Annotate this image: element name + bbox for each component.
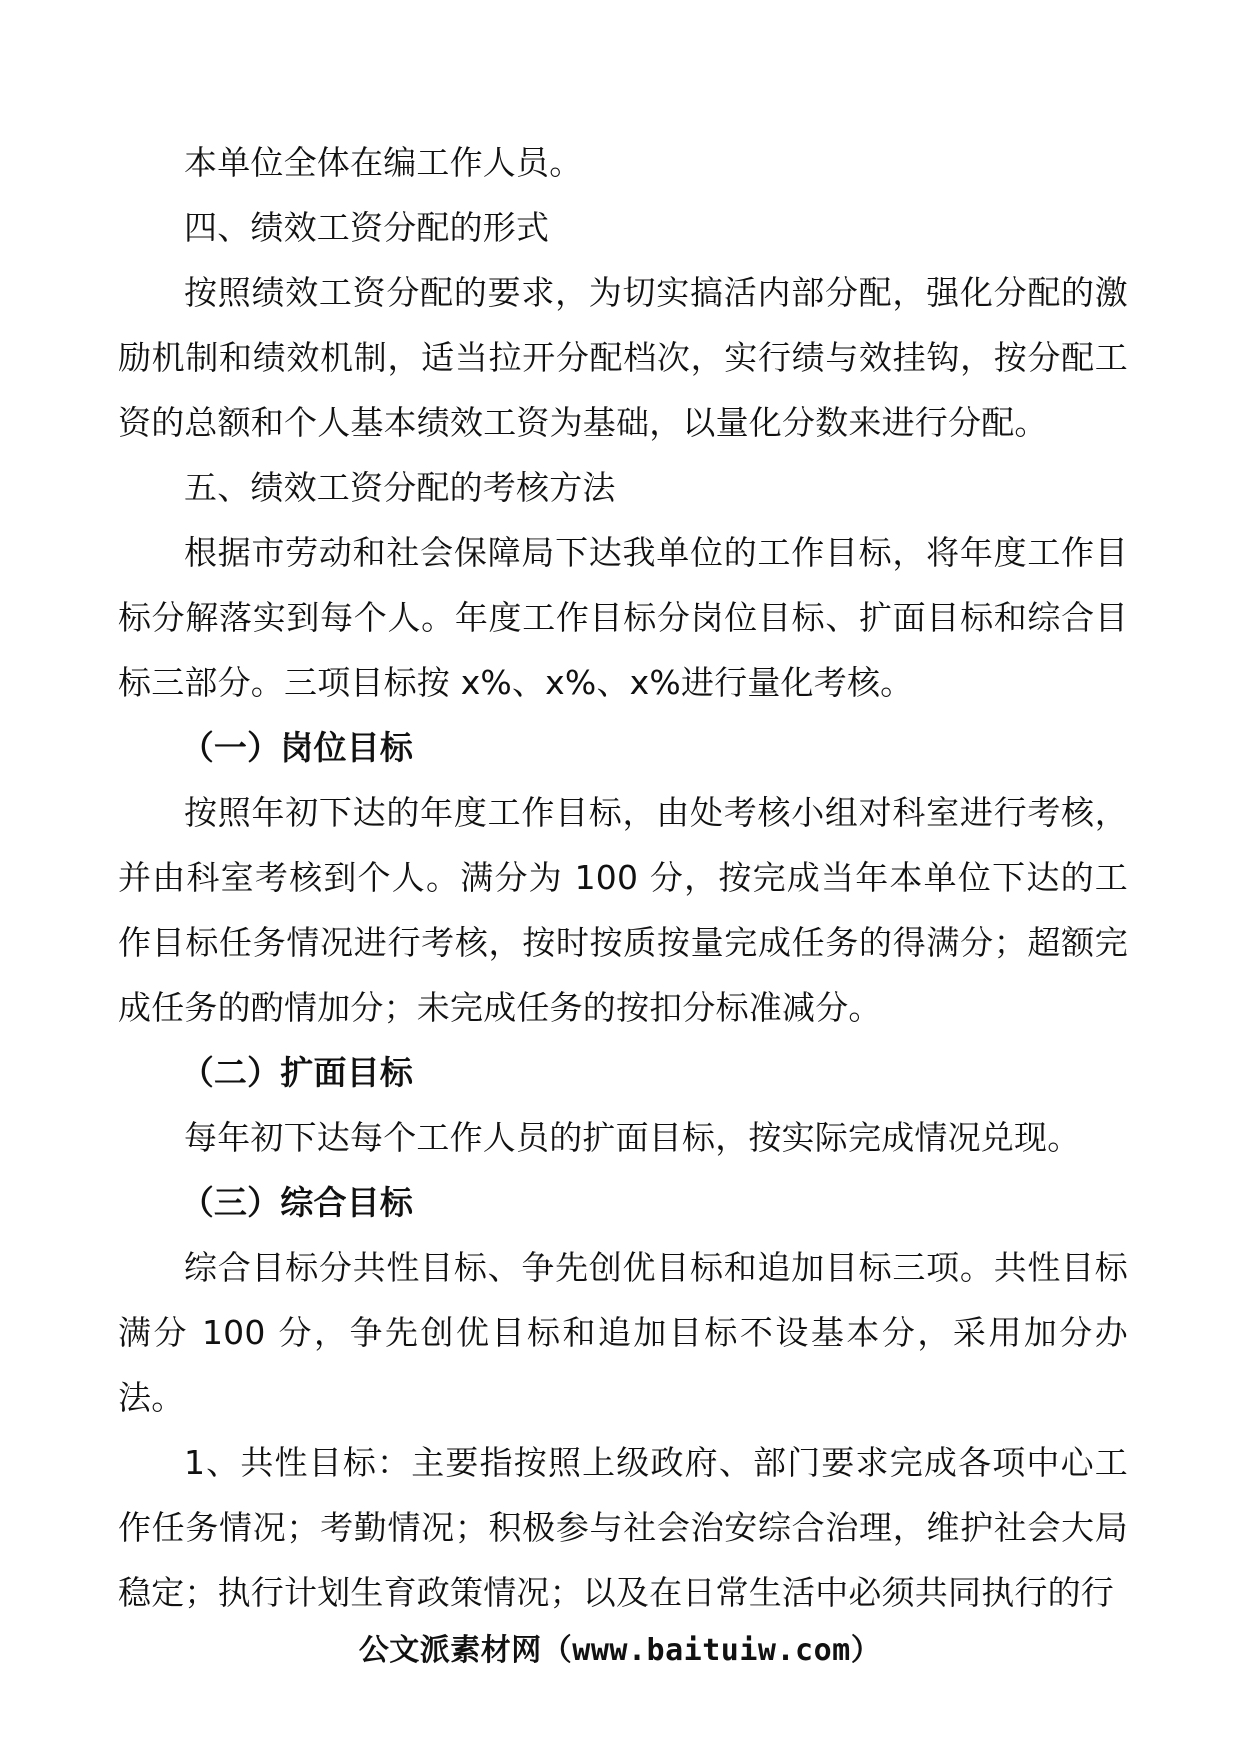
paragraph-assessment-method: 根据市劳动和社会保障局下达我单位的工作目标，将年度工作目标分解落实到每个人。年度工作目标分岗位目标、扩面目标和综合目标三部分。三项目标按 x%、x%、x%进行量化考核。 [118,533,1128,702]
heading-comprehensive-target: （三）综合目标 [180,1183,414,1222]
page-footer [0,1625,1240,1669]
paragraph-common-target: 1、共性目标：主要指按照上级政府、部门要求完成各项中心工作任务情况；考勤情况；积极参与社会治安综合治理，维护社会大局稳定；执行计划生育政策情况；以及在日常生活中必须共同执行的行 [118,1443,1128,1612]
paragraph-expansion-target: 每年初下达每个工作人员的扩面目标，按实际完成情况兑现。 [184,1118,1081,1157]
heading-section-five: 五、绩效工资分配的考核方法 [184,468,616,507]
paragraph-scope: 本单位全体在编工作人员。 [184,143,583,182]
paragraph-comprehensive-target: 综合目标分共性目标、争先创优目标和追加目标三项。共性目标满分 100 分，争先创优目标和追加目标不设基本分，采用加分办法。 [118,1248,1128,1417]
footer-url: （www.baituiw.com） [541,1633,882,1668]
paragraph-distribution-form: 按照绩效工资分配的要求，为切实搞活内部分配，强化分配的激励机制和绩效机制，适当拉开分配档次，实行绩与效挂钩，按分配工资的总额和个人基本绩效工资为基础，以量化分数来进行分配。 [118,273,1128,442]
heading-expansion-target: （二）扩面目标 [180,1053,414,1092]
heading-section-four: 四、绩效工资分配的形式 [184,208,550,247]
footer-site-name: 公文派素材网 [358,1633,542,1668]
paragraph-post-target: 按照年初下达的年度工作目标，由处考核小组对科室进行考核，并由科室考核到个人。满分为 100 分，按完成当年本单位下达的工作目标任务情况进行考核，按时按质按量完成任务的得满分；超额完成任务的酌情加分；未完成任务的按扣分标准减分。 [118,793,1128,1027]
heading-post-target: （一）岗位目标 [180,728,414,767]
document-body [118,130,1128,1625]
